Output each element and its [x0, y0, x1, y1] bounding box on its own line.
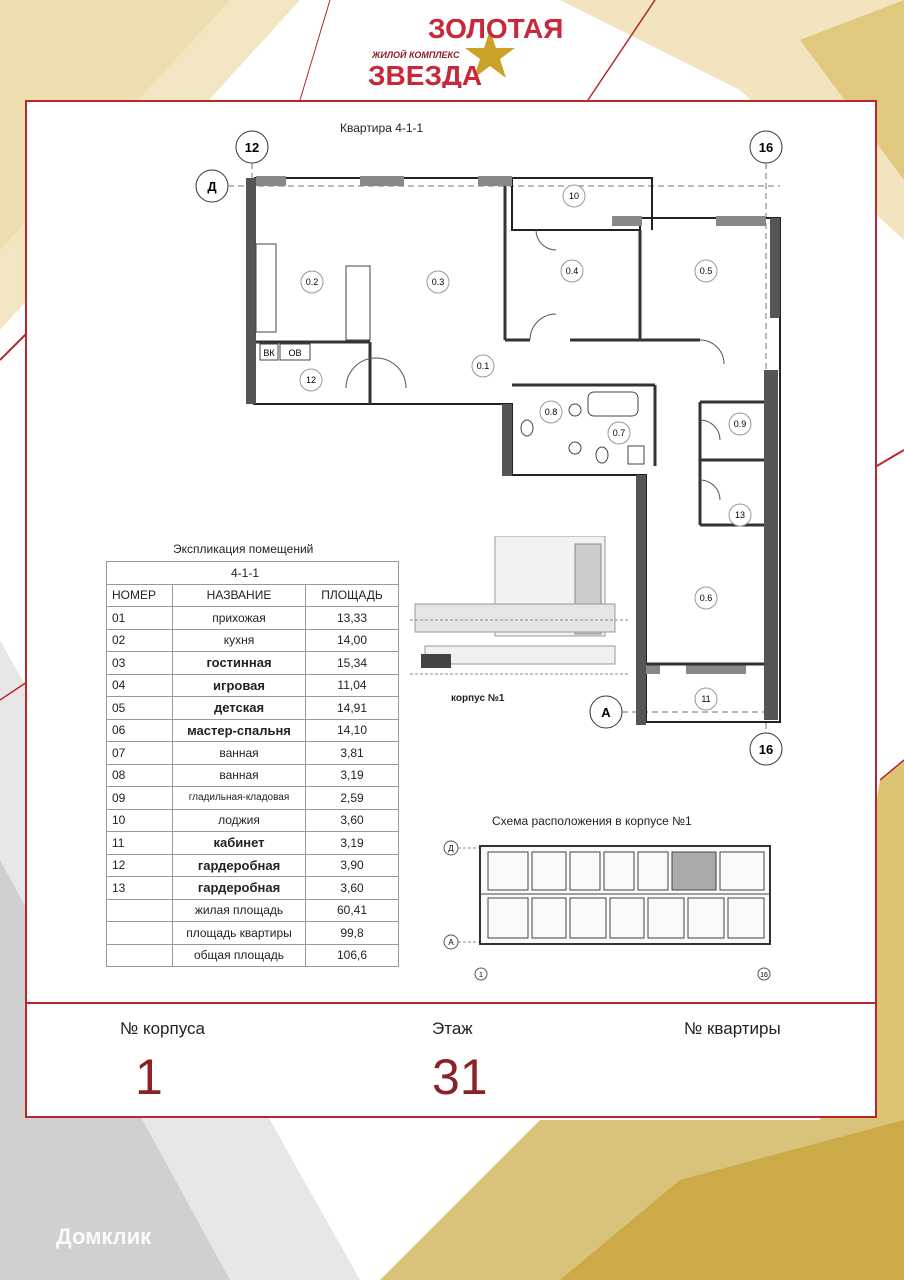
- table-row: 06 мастер-спальня 14,10: [107, 719, 399, 742]
- room-label: 0.4: [565, 266, 579, 276]
- table-row: 11 кабинет 3,19: [107, 832, 399, 855]
- appliance-vk: ВК: [263, 348, 275, 358]
- apartment-code: 4-1-1: [107, 562, 399, 585]
- table-row: 13 гардеробная 3,60: [107, 877, 399, 900]
- table-row: 12 гардеробная 3,90: [107, 854, 399, 877]
- floor-value: 31: [432, 1049, 488, 1105]
- room-label: 0.6: [699, 593, 713, 603]
- room-label: 0.2: [305, 277, 319, 287]
- logo-line1: ЗОЛОТАЯ: [428, 13, 564, 44]
- building-scheme: [440, 832, 780, 982]
- room-label: 11: [701, 694, 711, 704]
- floor-label: Этаж: [432, 1019, 473, 1038]
- header-name: НАЗВАНИЕ: [173, 584, 306, 607]
- table-row: жилая площадь 60,41: [107, 899, 399, 922]
- axis-12: 12: [244, 140, 260, 155]
- room-label: 0.1: [476, 361, 490, 371]
- axis-16-bottom: 16: [758, 742, 774, 757]
- table-row: 01 прихожая 13,33: [107, 607, 399, 630]
- room-label: 0.8: [544, 407, 558, 417]
- header-area: ПЛОЩАДЬ: [306, 584, 399, 607]
- table-row: 08 ванная 3,19: [107, 764, 399, 787]
- domclick-watermark: Домклик: [56, 1224, 152, 1249]
- table-row: площадь квартиры 99,8: [107, 922, 399, 945]
- table-row: 03 гостинная 15,34: [107, 652, 399, 675]
- logo-line2: ЖИЛОЙ КОМПЛЕКС: [372, 50, 460, 60]
- logo-line3: ЗВЕЗДА: [368, 60, 483, 88]
- header-number: НОМЕР: [107, 584, 173, 607]
- table-row: 09 гладильная-кладовая 2,59: [107, 787, 399, 810]
- room-label: 12: [305, 375, 317, 385]
- scheme-title: Схема расположения в корпусе №1: [492, 814, 692, 828]
- building-key-plan: [405, 536, 635, 706]
- key-plan-caption: корпус №1: [451, 693, 505, 704]
- room-label: 0.5: [699, 266, 713, 276]
- explication-title: Экспликация помещений: [173, 542, 314, 556]
- room-label: 0.9: [733, 419, 747, 429]
- footer-divider: [25, 1002, 877, 1004]
- room-label: 0.7: [612, 428, 626, 438]
- table-row: 05 детская 14,91: [107, 697, 399, 720]
- room-label: 10: [568, 191, 580, 201]
- axis-a: А: [601, 705, 611, 720]
- axis-16-top: 16: [758, 140, 774, 155]
- appliance-ov: ОВ: [288, 348, 302, 358]
- table-row: 02 кухня 14,00: [107, 629, 399, 652]
- explication-table: [106, 561, 399, 967]
- scheme-axis-1: 1: [479, 972, 483, 979]
- plan-title: Квартира 4-1-1: [340, 121, 424, 135]
- table-row: 10 лоджия 3,60: [107, 809, 399, 832]
- table-row: общая площадь 106,6: [107, 944, 399, 967]
- room-label: 0.3: [431, 277, 445, 287]
- scheme-axis-a: А: [448, 938, 454, 947]
- scheme-axis-d: Д: [448, 844, 454, 853]
- building-label: № корпуса: [120, 1019, 205, 1038]
- table-row: 07 ванная 3,81: [107, 742, 399, 765]
- brand-logo: [360, 8, 580, 88]
- building-value: 1: [135, 1049, 163, 1105]
- table-row: 04 игровая 11,04: [107, 674, 399, 697]
- room-label: 13: [734, 510, 746, 520]
- scheme-axis-16: 16: [760, 972, 768, 979]
- apartment-label: № квартиры: [684, 1019, 781, 1038]
- axis-d: Д: [207, 179, 217, 194]
